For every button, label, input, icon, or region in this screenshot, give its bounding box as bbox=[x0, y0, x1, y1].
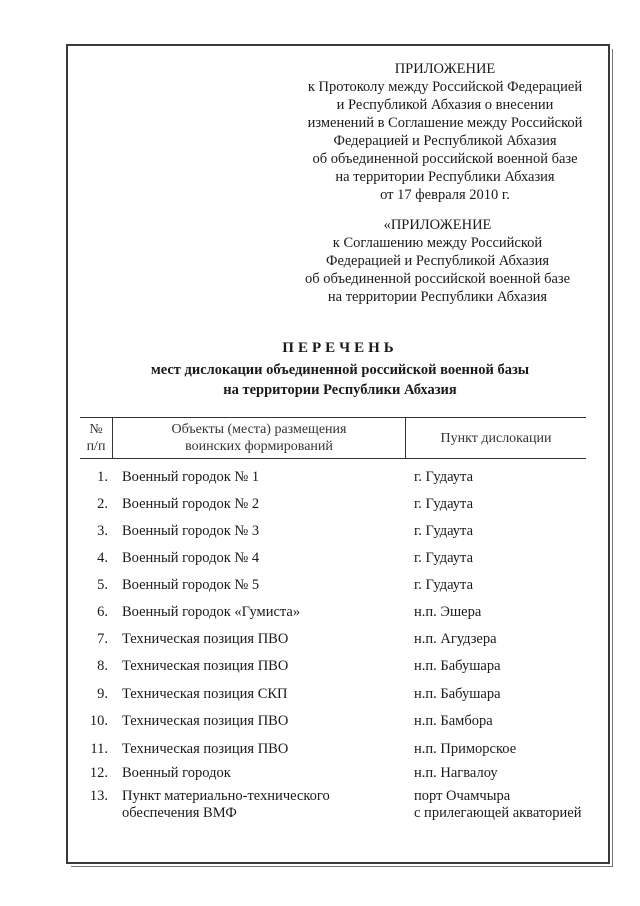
annex-line: изменений в Соглашение между Российской bbox=[307, 115, 583, 131]
row-object: Техническая позиция ПВО bbox=[122, 741, 289, 757]
row-number: 7. bbox=[97, 631, 108, 647]
annex-line: об объединенной российской военной базе bbox=[312, 151, 578, 167]
row-number: 11. bbox=[90, 741, 108, 757]
annex-agreement-heading bbox=[285, 216, 590, 306]
annex-line: об объединенной российской военной базе bbox=[304, 271, 571, 287]
row-number: 10. bbox=[89, 713, 108, 729]
row-location: н.п. Приморское bbox=[414, 741, 517, 757]
row-number: 13. bbox=[89, 788, 108, 804]
row-object: Военный городок № 2 bbox=[122, 496, 260, 512]
subtitle-line: мест дислокации объединенной российской военной базы bbox=[150, 362, 530, 378]
annex-line: на территории Республики Абхазия bbox=[327, 289, 548, 305]
annex-line: «ПРИЛОЖЕНИЕ bbox=[383, 217, 492, 233]
row-location: г. Гудаута bbox=[414, 550, 474, 566]
row-object: Техническая позиция ПВО bbox=[122, 658, 289, 674]
header-location: Пункт дислокации bbox=[440, 430, 552, 446]
subtitle-line: на территории Республики Абхазия bbox=[223, 382, 457, 398]
row-location: порт Очамчыра с прилегающей акваторией bbox=[414, 788, 582, 821]
annex-line: Федерацией и Республикой Абхазия bbox=[325, 253, 549, 269]
annex-line: от 17 февраля 2010 г. bbox=[380, 187, 510, 203]
row-number: 2. bbox=[97, 496, 108, 512]
row-number: 8. bbox=[97, 658, 108, 674]
row-location: н.п. Нагвалоу bbox=[414, 765, 498, 781]
header-object: Объекты (места) размещения воинских формирований bbox=[113, 418, 406, 458]
row-number: 9. bbox=[97, 686, 108, 702]
row-object: Техническая позиция ПВО bbox=[122, 631, 289, 647]
annex-line: ПРИЛОЖЕНИЕ bbox=[394, 61, 496, 77]
row-location: н.п. Эшера bbox=[414, 604, 482, 620]
table-header bbox=[80, 417, 586, 459]
row-location: н.п. Бабушара bbox=[414, 686, 501, 702]
row-location: н.п. Бабушара bbox=[414, 658, 501, 674]
row-object: Военный городок № 4 bbox=[122, 550, 260, 566]
row-object: Техническая позиция ПВО bbox=[122, 713, 289, 729]
row-location: н.п. Агудзера bbox=[414, 631, 497, 647]
annex-line: Федерацией и Республикой Абхазия bbox=[333, 133, 557, 149]
row-number: 4. bbox=[97, 550, 108, 566]
row-object: Военный городок bbox=[122, 765, 231, 781]
row-location: г. Гудаута bbox=[414, 496, 474, 512]
document-title: ПЕРЕЧЕНЬ bbox=[282, 340, 398, 356]
row-number: 1. bbox=[97, 469, 108, 485]
annex-line: к Соглашению между Российской bbox=[332, 235, 543, 251]
row-object: Пункт материально-технического обеспечения ВМФ bbox=[122, 788, 330, 821]
row-number: 3. bbox=[97, 523, 108, 539]
row-location: г. Гудаута bbox=[414, 577, 474, 593]
header-number: № п/п bbox=[80, 418, 113, 458]
row-number: 5. bbox=[97, 577, 108, 593]
row-object: Военный городок № 5 bbox=[122, 577, 260, 593]
row-number: 12. bbox=[89, 765, 108, 781]
row-number: 6. bbox=[97, 604, 108, 620]
annex-line: к Протоколу между Российской Федерацией bbox=[307, 79, 583, 95]
annex-line: и Республикой Абхазия о внесении bbox=[336, 97, 554, 113]
row-object: Военный городок «Гумиста» bbox=[122, 604, 301, 620]
row-location: г. Гудаута bbox=[414, 469, 474, 485]
annex-protocol-heading bbox=[270, 60, 620, 204]
row-location: н.п. Бамбора bbox=[414, 713, 493, 729]
row-object: Военный городок № 3 bbox=[122, 523, 260, 539]
annex-line: на территории Республики Абхазия bbox=[335, 169, 555, 185]
document-subtitle bbox=[80, 360, 600, 400]
row-object: Военный городок № 1 bbox=[122, 469, 260, 485]
row-object: Техническая позиция СКП bbox=[122, 686, 288, 702]
row-location: г. Гудаута bbox=[414, 523, 474, 539]
